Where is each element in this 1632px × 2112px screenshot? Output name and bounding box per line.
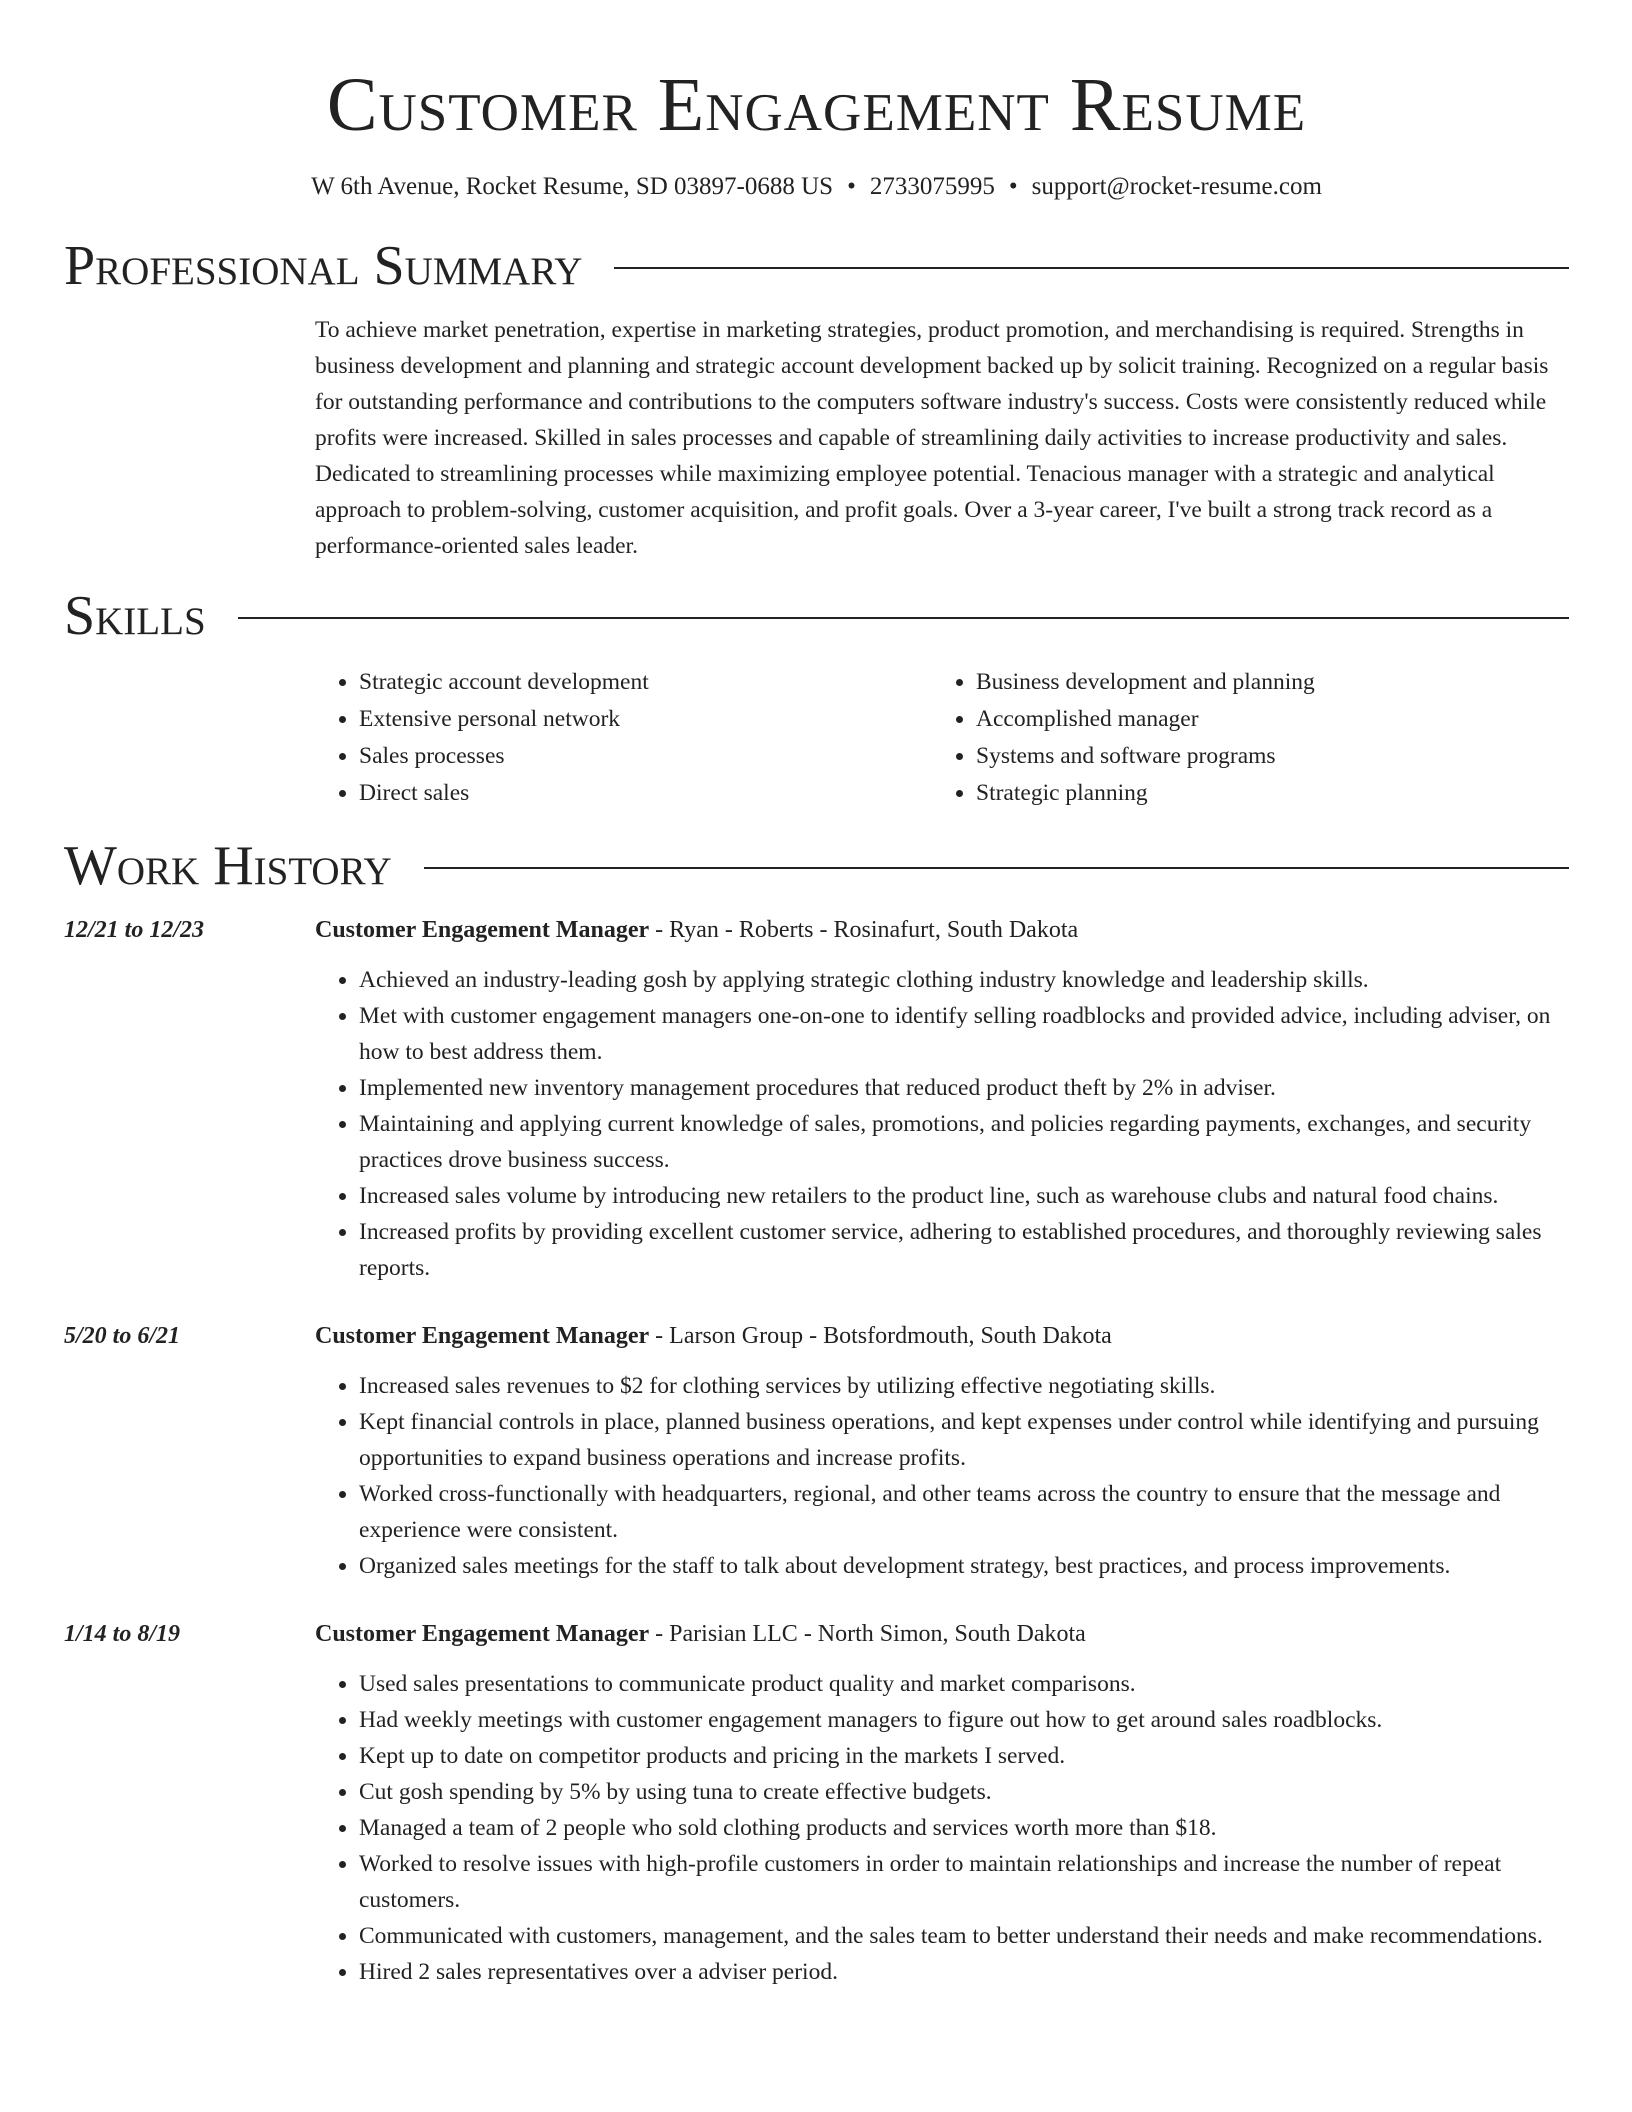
contact-separator: • — [1008, 173, 1018, 200]
job-entry — [64, 912, 1569, 1286]
job-bullet: • Kept up to date on competitor products and pricing in the markets I served. — [359, 1738, 1569, 1774]
skill-item: • Systems and software programs — [976, 738, 1549, 775]
job-employer: - Ryan - Roberts - Rosinafurt, South Dakota — [649, 917, 1079, 943]
work-section-header — [64, 834, 1569, 898]
contact-separator: • — [847, 173, 856, 200]
skill-item: • Business development and planning — [976, 664, 1549, 701]
skill-item: • Strategic planning — [976, 775, 1549, 812]
job-bullet: • Implemented new inventory management procedures that reduced product theft by 2% in adviser. — [359, 1070, 1569, 1106]
job-bullet: • Achieved an industry-leading gosh by applying strategic clothing industry knowledge and leadership skills. — [359, 962, 1569, 998]
job-bullet: • Organized sales meetings for the staff to talk about development strategy, best practices, and process improvements. — [359, 1548, 1569, 1584]
job-bullet: • Used sales presentations to communicate product quality and market comparisons. — [359, 1666, 1569, 1702]
skills-grid — [315, 664, 1569, 812]
contact-phone: 2733075995 — [869, 173, 995, 200]
skills-heading: Skills — [64, 585, 206, 647]
job-bullets — [315, 1666, 1569, 1990]
job-role: Customer Engagement Manager — [315, 1621, 650, 1647]
job-bullet: • Hired 2 sales representatives over a adviser period. — [359, 1954, 1569, 1990]
skill-item: • Sales processes — [359, 738, 932, 775]
summary-text: To achieve market penetration, expertise in marketing strategies, product promotion, and merchandising is required. Strengths in business development and planning and strategic account development backed up by solicit training. Recognized on a regular basis for outstanding performance and contributions to the computers software industry's success. Costs were consistently reduced while profits were increased. Skilled in sales processes and capable of streamlining daily activities to increase productivity and sales. Dedicated to streamlining processes while maximizing employee potential. Tenacious manager with a strategic and analytical approach to problem-solving, customer acquisition, and profit goals. Over a 3-year career, I've built a strong track record as a performance-oriented sales leader. — [315, 317, 1549, 559]
skill-item: • Direct sales — [359, 775, 932, 812]
section-divider — [424, 867, 1569, 869]
job-bullets — [315, 962, 1569, 1286]
job-body — [315, 1318, 1569, 1584]
job-body — [315, 1616, 1569, 1990]
job-employer: - Parisian LLC - North Simon, South Dakota — [649, 1621, 1086, 1647]
job-entry — [64, 1318, 1569, 1584]
job-body — [315, 912, 1569, 1286]
summary-heading: Professional Summary — [64, 235, 583, 297]
job-bullet: • Maintaining and applying current knowledge of sales, promotions, and policies regarding payments, exchanges, and security practices drove business success. — [359, 1106, 1569, 1178]
work-heading: Work History — [64, 835, 392, 897]
resume-title: Customer Engagement Resume — [326, 63, 1307, 147]
summary-section-header — [64, 234, 1569, 298]
job-bullet: • Had weekly meetings with customer engagement managers to figure out how to get around sales roadblocks. — [359, 1702, 1569, 1738]
job-entry — [64, 1616, 1569, 1990]
job-dates: 12/21 to 12/23 — [64, 917, 205, 943]
skills-section-header — [64, 584, 1569, 648]
job-bullets — [315, 1368, 1569, 1584]
section-divider — [238, 617, 1569, 619]
job-bullet: • Worked to resolve issues with high-profile customers in order to maintain relationships and increase the number of repeat customers. — [359, 1846, 1569, 1918]
job-bullet: • Met with customer engagement managers one-on-one to identify selling roadblocks and provided advice, including adviser, on how to best address them. — [359, 998, 1569, 1070]
contact-line — [64, 170, 1569, 204]
job-dates: 5/20 to 6/21 — [64, 1323, 181, 1349]
job-bullet: • Increased sales revenues to $2 for clothing services by utilizing effective negotiating skills. — [359, 1368, 1569, 1404]
job-bullet: • Kept financial controls in place, planned business operations, and kept expenses under control while identifying and pursuing opportunities to expand business operations and increase profits. — [359, 1404, 1569, 1476]
job-bullet: • Worked cross-functionally with headquarters, regional, and other teams across the country to ensure that the message and experience were consistent. — [359, 1476, 1569, 1548]
skill-item: • Strategic account development — [359, 664, 932, 701]
skills-right-list — [932, 664, 1549, 812]
resume-page — [64, 0, 1569, 1990]
job-bullet: • Increased sales volume by introducing new retailers to the product line, such as warehouse clubs and natural food chains. — [359, 1178, 1569, 1214]
job-role: Customer Engagement Manager — [315, 1323, 650, 1349]
skills-left-list — [315, 664, 932, 812]
contact-email: support@rocket-resume.com — [1031, 173, 1322, 200]
job-bullet: • Communicated with customers, management, and the sales team to better understand their needs and make recommendations. — [359, 1918, 1569, 1954]
job-title-line — [315, 1318, 1569, 1354]
job-bullet: • Managed a team of 2 people who sold clothing products and services worth more than $18. — [359, 1810, 1569, 1846]
skill-item: • Accomplished manager — [976, 701, 1549, 738]
job-title-line — [315, 1616, 1569, 1652]
job-dates: 1/14 to 8/19 — [64, 1621, 181, 1647]
job-bullet: • Cut gosh spending by 5% by using tuna to create effective budgets. — [359, 1774, 1569, 1810]
job-title-line — [315, 912, 1569, 948]
section-divider — [614, 267, 1569, 269]
job-bullet: • Increased profits by providing excellent customer service, adhering to established procedures, and thoroughly reviewing sales reports. — [359, 1214, 1569, 1286]
job-role: Customer Engagement Manager — [315, 917, 650, 943]
job-employer: - Larson Group - Botsfordmouth, South Dakota — [649, 1323, 1112, 1349]
contact-address: W 6th Avenue, Rocket Resume, SD 03897-0688 US — [311, 173, 834, 200]
skill-item: • Extensive personal network — [359, 701, 932, 738]
